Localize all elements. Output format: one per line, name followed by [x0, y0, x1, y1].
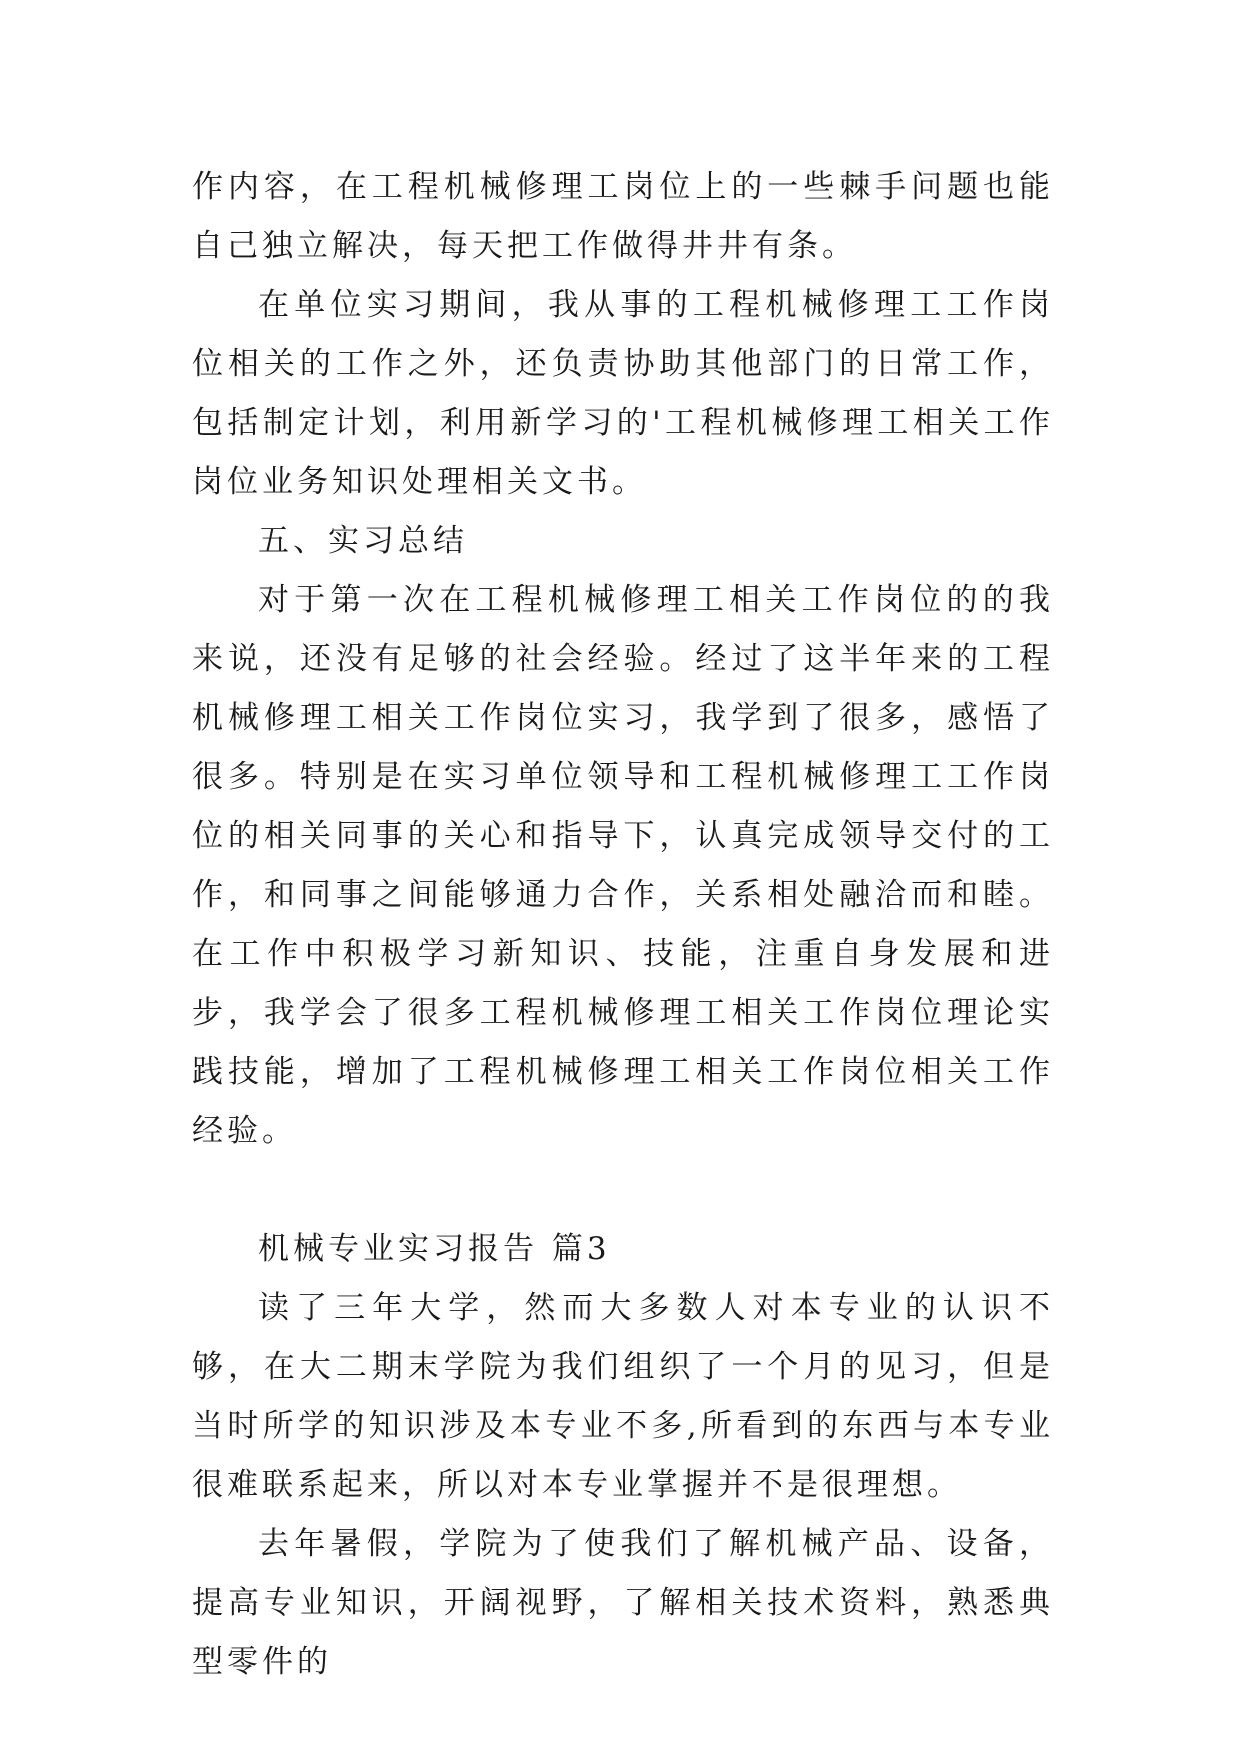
blank-line — [192, 1161, 1054, 1220]
paragraph-university-intro: 读了三年大学，然而大多数人对本专业的认识不够，在大二期末学院为我们组织了一个月的见习，但是当时所学的知识涉及本专业不多,所看到的东西与本专业很难联系起来，所以对本专业掌握并不是很理想。 — [192, 1290, 1054, 1503]
continuation-paragraph: 作内容，在工程机械修理工岗位上的一些棘手问题也能自己独立解决，每天把工作做得井井有条。 — [192, 169, 1054, 264]
document-body — [192, 158, 1054, 1692]
paragraph-internship-duties: 在单位实习期间，我从事的工程机械修理工工作岗位相关的工作之外，还负责协助其他部门的日常工作，包括制定计划，利用新学习的'工程机械修理工相关工作岗位业务知识处理相关文书。 — [192, 287, 1054, 500]
paragraph-internship-summary: 对于第一次在工程机械修理工相关工作岗位的的我来说，还没有足够的社会经验。经过了这半年来的工程机械修理工相关工作岗位实习，我学到了很多，感悟了很多。特别是在实习单位领导和工程机械修理工工作岗位的相关同事的关心和指导下，认真完成领导交付的工作，和同事之间能够通力合作，关系相处融洽而和睦。在工作中积极学习新知识、技能，注重自身发展和进步，我学会了很多工程机械修理工相关工作岗位理论实践技能，增加了工程机械修理工相关工作岗位相关工作经验。 — [192, 582, 1054, 1149]
article-title: 机械专业实习报告 篇3 — [258, 1231, 611, 1267]
section-heading-summary: 五、实习总结 — [258, 523, 468, 559]
paragraph-summer-internship: 去年暑假，学院为了使我们了解机械产品、设备，提高专业知识，开阔视野，了解相关技术资料，熟悉典型零件的 — [192, 1526, 1054, 1680]
